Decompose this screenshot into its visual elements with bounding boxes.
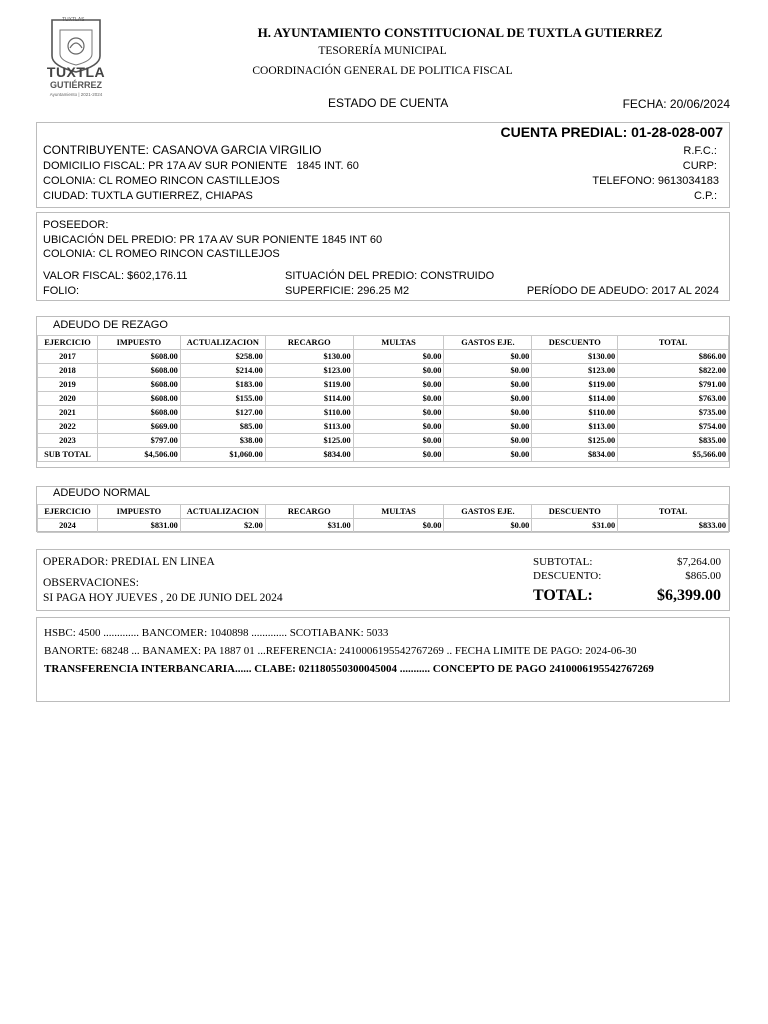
account-number: CUENTA PREDIAL: 01-28-028-007 (500, 124, 723, 140)
table-row (38, 350, 729, 364)
column-header: DESCUENTO (532, 505, 618, 519)
observations-label: OBSERVACIONES: (43, 577, 139, 589)
fiscal-value: VALOR FISCAL: $602,176.11 (43, 270, 188, 282)
table-cell: $119.00 (532, 378, 618, 392)
arrears-section (36, 316, 730, 468)
table-cell: 2022 (38, 420, 98, 434)
table-cell: $791.00 (618, 378, 729, 392)
table-cell: $114.00 (532, 392, 618, 406)
column-header: MULTAS (353, 336, 444, 350)
column-header: IMPUESTO (97, 505, 180, 519)
table-cell: $0.00 (444, 406, 532, 420)
logo-top-text: TUXTLAS (62, 17, 85, 23)
taxpayer-name: CONTRIBUYENTE: CASANOVA GARCIA VIRGILIO (43, 143, 322, 157)
table-cell: $0.00 (353, 519, 444, 533)
table-cell: 2024 (38, 519, 98, 533)
table-cell: $31.00 (265, 519, 353, 533)
fiscal-address: DOMICILIO FISCAL: PR 17A AV SUR PONIENTE 1845 INT. 60 (43, 160, 359, 172)
table-cell: $834.00 (532, 448, 618, 462)
table-cell: $0.00 (444, 434, 532, 448)
column-header: RECARGO (265, 336, 353, 350)
table-cell: $0.00 (444, 364, 532, 378)
table-cell: 2021 (38, 406, 98, 420)
table-cell: $130.00 (532, 350, 618, 364)
current-debt-title: ADEUDO NORMAL (53, 487, 151, 499)
taxpayer-box (36, 122, 730, 208)
table-cell: $0.00 (444, 519, 532, 533)
table-cell: $608.00 (97, 378, 180, 392)
table-cell: $833.00 (618, 519, 729, 533)
table-cell: $183.00 (180, 378, 265, 392)
table-row (38, 434, 729, 448)
rfc-label: R.F.C.: (683, 145, 717, 157)
table-cell: $258.00 (180, 350, 265, 364)
table-cell: $0.00 (353, 364, 444, 378)
table-cell: $155.00 (180, 392, 265, 406)
table-cell: $0.00 (444, 448, 532, 462)
column-header: IMPUESTO (97, 336, 180, 350)
table-header (38, 336, 729, 350)
institution-title: H. AYUNTAMIENTO CONSTITUCIONAL DE TUXTLA GUTIERREZ (257, 25, 663, 40)
column-header: TOTAL (618, 505, 729, 519)
document-title: ESTADO DE CUENTA (328, 96, 449, 110)
table-cell: $119.00 (265, 378, 353, 392)
table-cell: 2020 (38, 392, 98, 406)
table-cell: $0.00 (444, 420, 532, 434)
debt-period: PERÍODO DE ADEUDO: 2017 AL 2024 (526, 285, 719, 297)
taxpayer-city: CIUDAD: TUXTLA GUTIERREZ, CHIAPAS (43, 190, 253, 202)
postal-code-label: C.P.: (693, 190, 717, 202)
discount-label: DESCUENTO: (533, 570, 602, 582)
bank-line-3: TRANSFERENCIA INTERBANCARIA...... CLABE: 021180550300045004 ........... CONCEPTO DE PAGO 2410006195542767269 (44, 663, 654, 675)
arrears-title: ADEUDO DE REZAGO (53, 319, 168, 331)
table-cell: 2019 (38, 378, 98, 392)
table-cell: $0.00 (353, 406, 444, 420)
bank-line-2: BANORTE: 68248 ... BANAMEX: PA 1887 01 ...REFERENCIA: 2410006195542767269 .. FECHA LIMITE DE PAGO: 2024-06-30 (44, 645, 637, 657)
discount-value: $865.00 (685, 570, 721, 582)
owner-label: POSEEDOR: (43, 219, 109, 231)
total-value: $6,399.00 (657, 587, 721, 604)
column-header: ACTUALIZACION (180, 505, 265, 519)
operator-label: OPERADOR: PREDIAL EN LINEA (43, 556, 215, 568)
property-status: SITUACIÓN DEL PREDIO: CONSTRUIDO (285, 270, 495, 282)
table-cell: $763.00 (618, 392, 729, 406)
table-cell: SUB TOTAL (38, 448, 98, 462)
table-cell: $31.00 (532, 519, 618, 533)
curp-label: CURP: (682, 160, 717, 172)
subtotal-value: $7,264.00 (677, 556, 721, 568)
phone: TELEFONO: 9613034183 (592, 175, 719, 187)
property-location: UBICACIÓN DEL PREDIO: PR 17A AV SUR PONIENTE 1845 INT 60 (43, 234, 383, 246)
table-cell: $866.00 (618, 350, 729, 364)
table-cell: $0.00 (353, 420, 444, 434)
table-row (38, 406, 729, 420)
folio-label: FOLIO: (43, 285, 80, 297)
table-cell: $5,566.00 (618, 448, 729, 462)
table-cell: $110.00 (265, 406, 353, 420)
table-cell: $0.00 (444, 392, 532, 406)
treasury-subtitle: TESORERÍA MUNICIPAL (318, 45, 447, 57)
table-cell: $608.00 (97, 350, 180, 364)
table-cell: $0.00 (353, 350, 444, 364)
column-header: EJERCICIO (38, 336, 98, 350)
table-cell: $85.00 (180, 420, 265, 434)
table-cell: $130.00 (265, 350, 353, 364)
table-header (38, 505, 729, 519)
document-date: FECHA: 20/06/2024 (622, 97, 730, 111)
table-cell: 2018 (38, 364, 98, 378)
taxpayer-colony: COLONIA: CL ROMEO RINCON CASTILLEJOS (43, 175, 280, 187)
current-debt-section (36, 486, 730, 532)
table-cell: $123.00 (265, 364, 353, 378)
column-header: GASTOS EJE. (444, 505, 532, 519)
payment-note: SI PAGA HOY JUEVES , 20 DE JUNIO DEL 2024 (43, 592, 283, 604)
table-cell: $608.00 (97, 364, 180, 378)
table-cell: $735.00 (618, 406, 729, 420)
column-header: TOTAL (618, 336, 729, 350)
property-area: SUPERFICIE: 296.25 M2 (285, 285, 410, 297)
table-row (38, 364, 729, 378)
table-cell: $123.00 (532, 364, 618, 378)
logo-name-line1: TUXTLA (46, 64, 106, 80)
table-cell: $1,060.00 (180, 448, 265, 462)
table-cell: $834.00 (265, 448, 353, 462)
table-cell: $38.00 (180, 434, 265, 448)
column-header: ACTUALIZACION (180, 336, 265, 350)
table-cell: $214.00 (180, 364, 265, 378)
column-header: DESCUENTO (532, 336, 618, 350)
total-label: TOTAL: (533, 587, 593, 604)
municipal-logo (36, 16, 116, 102)
table-cell: 2017 (38, 350, 98, 364)
column-header: EJERCICIO (38, 505, 98, 519)
subtotal-label: SUBTOTAL: (533, 556, 593, 568)
logo-name-line2: GUTIÉRREZ (49, 80, 102, 90)
table-cell: $0.00 (444, 350, 532, 364)
table-cell: $4,506.00 (97, 448, 180, 462)
table-row (38, 378, 729, 392)
table-cell: $0.00 (353, 434, 444, 448)
table-cell: $113.00 (265, 420, 353, 434)
table-cell: $831.00 (97, 519, 180, 533)
logo-subtitle: Ayuntamiento | 2021-2024 (49, 92, 103, 97)
table-cell: 2023 (38, 434, 98, 448)
table-cell: $113.00 (532, 420, 618, 434)
table-row (38, 420, 729, 434)
bank-info-box (36, 617, 730, 702)
summary-box (36, 549, 730, 611)
column-header: GASTOS EJE. (444, 336, 532, 350)
table-cell: $110.00 (532, 406, 618, 420)
table-cell: $669.00 (97, 420, 180, 434)
table-cell: $608.00 (97, 392, 180, 406)
current-debt-table (37, 504, 729, 533)
table-cell: $125.00 (265, 434, 353, 448)
table-cell: $754.00 (618, 420, 729, 434)
table-cell: $835.00 (618, 434, 729, 448)
column-header: RECARGO (265, 505, 353, 519)
table-cell: $797.00 (97, 434, 180, 448)
table-cell: $0.00 (353, 392, 444, 406)
table-row (38, 519, 729, 533)
bank-line-1: HSBC: 4500 ............. BANCOMER: 1040898 ............. SCOTIABANK: 5033 (44, 627, 389, 639)
table-cell: $2.00 (180, 519, 265, 533)
column-header: MULTAS (353, 505, 444, 519)
table-row (38, 392, 729, 406)
table-cell: $0.00 (444, 378, 532, 392)
table-cell: $0.00 (353, 378, 444, 392)
coordination-subtitle: COORDINACIÓN GENERAL DE POLITICA FISCAL (252, 65, 513, 77)
table-cell: $608.00 (97, 406, 180, 420)
table-cell: $822.00 (618, 364, 729, 378)
table-cell: $127.00 (180, 406, 265, 420)
property-box (36, 212, 730, 301)
arrears-table (37, 335, 729, 462)
table-row (38, 448, 729, 462)
table-cell: $0.00 (353, 448, 444, 462)
table-cell: $125.00 (532, 434, 618, 448)
property-colony: COLONIA: CL ROMEO RINCON CASTILLEJOS (43, 248, 280, 260)
table-cell: $114.00 (265, 392, 353, 406)
